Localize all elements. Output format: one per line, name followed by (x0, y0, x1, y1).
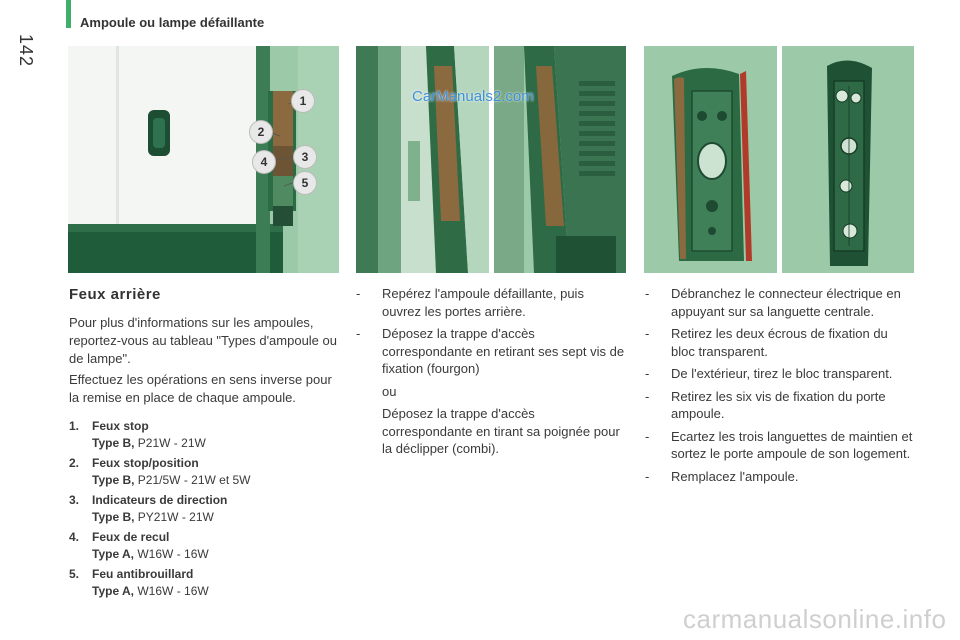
lamp-name: Feux stop/position (92, 456, 199, 470)
step-text: De l'extérieur, tirez le bloc transparent. (671, 366, 893, 381)
intro-paragraph-2: Effectuez les opérations en sens inverse pour la remise en place de chaque ampoule. (69, 372, 332, 405)
step-item (356, 325, 626, 378)
step-item (645, 428, 915, 463)
step-text: Ecartez les trois languettes de maintien et sortez le porte ampoule de son logement. (671, 428, 913, 461)
step-item (645, 285, 915, 320)
step-text: Remplacez l'ampoule. (671, 468, 799, 484)
lamp-spec: P21/5W - 21W et 5W (137, 473, 251, 487)
lamp-item-3 (69, 492, 339, 526)
callout-4: 4 (252, 150, 276, 174)
or-text: ou (382, 383, 397, 399)
lamp-number: 5. (69, 567, 80, 581)
lamp-number: 2. (69, 456, 80, 470)
lamp-item-2 (69, 455, 339, 489)
step-text: Retirez les six vis de fixation du porte ampoule. (671, 388, 886, 421)
lamp-spec: W16W - 16W (137, 584, 209, 598)
callout-3: 3 (293, 145, 317, 169)
step-item (645, 365, 915, 383)
access-cover-figure-combi (494, 46, 626, 273)
steps-right (645, 285, 915, 490)
lamp-list (69, 418, 339, 603)
step-item (645, 388, 915, 423)
lamp-spec: PY21W - 21W (137, 510, 214, 524)
lamp-type: Type A, (92, 547, 135, 561)
step-text: Repérez l'ampoule défaillante, puis ouvrez les portes arrière. (382, 286, 584, 319)
intro-paragraph-1: Pour plus d'informations sur les ampoules, reportez-vous au tableau "Types d'ampoule ou de lampe". (69, 315, 337, 366)
section-title: Feux arrière (69, 286, 161, 303)
step-item (645, 325, 915, 360)
page-number: 142 (16, 34, 36, 68)
dash: - (645, 286, 650, 301)
dash: - (645, 366, 650, 381)
callout-1: 1 (291, 89, 315, 113)
dash: - (356, 326, 361, 341)
lamp-item-1 (69, 418, 339, 452)
callout-5: 5 (293, 171, 317, 195)
lamp-type: Type B, (92, 436, 135, 450)
step-text: Déposez la trappe d'accès correspondante en retirant ses sept vis de fixation (fourgon) (382, 326, 625, 376)
steps-middle (356, 285, 626, 463)
lamp-name: Feu antibrouillard (92, 567, 194, 581)
dash: - (356, 286, 361, 301)
lamp-name: Feux de recul (92, 530, 170, 544)
access-cover-figure-van (356, 46, 489, 273)
alt-step-text: Déposez la trappe d'accès correspondante en tirant sa poignée pour la déclipper (combi). (382, 406, 620, 456)
callout-2: 2 (249, 120, 273, 144)
lamp-item-5 (69, 566, 339, 600)
header-accent-bar (66, 0, 71, 28)
dash: - (645, 326, 650, 341)
step-item (645, 468, 915, 486)
step-text: Retirez les deux écrous de fixation du bloc transparent. (671, 326, 888, 359)
lamp-unit-figure (644, 46, 777, 273)
dash: - (645, 468, 650, 484)
lamp-spec: W16W - 16W (137, 547, 209, 561)
lamp-item-4 (69, 529, 339, 563)
step-item (356, 285, 626, 320)
lamp-number: 4. (69, 530, 80, 544)
dash: - (645, 428, 650, 444)
footer-watermark: carmanualsonline.info (683, 604, 947, 634)
bulb-holder-figure (782, 46, 914, 273)
step-text: Débranchez le connecteur électrique en appuyant sur sa languette centrale. (671, 286, 901, 319)
dash: - (645, 388, 650, 404)
lamp-type: Type A, (92, 584, 135, 598)
lamp-type: Type B, (92, 510, 135, 524)
header-title: Ampoule ou lampe défaillante (80, 15, 265, 30)
lamp-spec: P21W - 21W (137, 436, 206, 450)
lamp-number: 1. (69, 419, 80, 433)
lamp-name: Indicateurs de direction (92, 493, 228, 507)
lamp-number: 3. (69, 493, 80, 507)
carmanuals-watermark: CarManuals2.com (412, 88, 534, 105)
lamp-name: Feux stop (92, 419, 149, 433)
lamp-type: Type B, (92, 473, 135, 487)
